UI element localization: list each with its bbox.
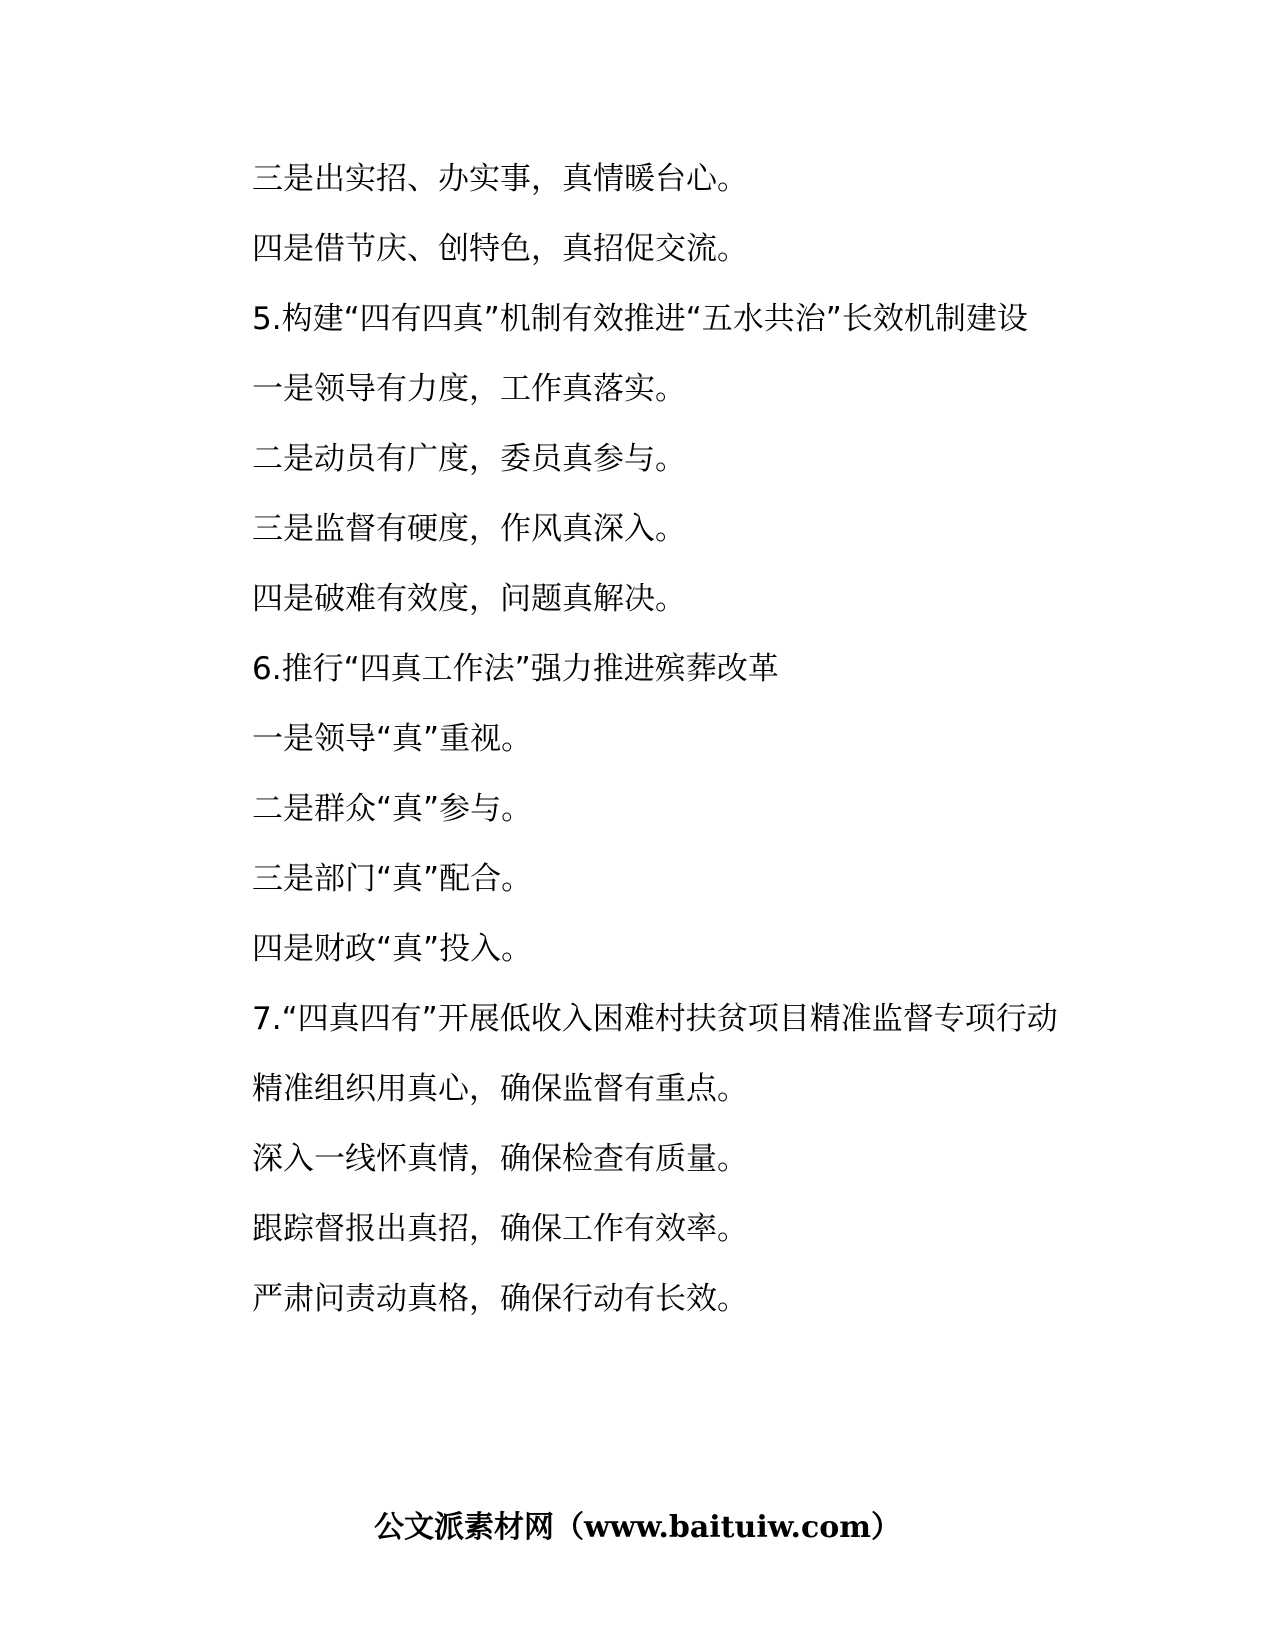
paragraph: 二是动员有广度，委员真参与。 (252, 441, 686, 477)
paragraph: 三是部门“真”配合。 (252, 861, 533, 897)
paragraph: 深入一线怀真情，确保检查有质量。 (252, 1141, 748, 1177)
paragraph: 三是出实招、办实事，真情暖台心。 (252, 161, 748, 197)
paragraph: 精准组织用真心，确保监督有重点。 (252, 1071, 748, 1107)
section-heading: 5.构建“四有四真”机制有效推进“五水共治”长效机制建设 (252, 301, 1028, 337)
paragraph: 二是群众“真”参与。 (252, 791, 533, 827)
document-body (186, 150, 1086, 1340)
section-heading: 7.“四真四有”开展低收入困难村扶贫项目精准监督专项行动 (252, 1001, 1058, 1037)
paragraph: 一是领导“真”重视。 (252, 721, 533, 757)
page-footer: 公文派素材网（www.baituiw.com） (373, 1510, 902, 1545)
paragraph: 四是借节庆、创特色，真招促交流。 (252, 231, 748, 267)
section-heading: 6.推行“四真工作法”强力推进殡葬改革 (252, 651, 779, 687)
paragraph: 严肃问责动真格，确保行动有长效。 (252, 1281, 748, 1317)
paragraph: 四是破难有效度，问题真解决。 (252, 581, 686, 617)
paragraph: 跟踪督报出真招，确保工作有效率。 (252, 1211, 748, 1247)
paragraph: 一是领导有力度，工作真落实。 (252, 371, 686, 407)
paragraph: 三是监督有硬度，作风真深入。 (252, 511, 686, 547)
paragraph: 四是财政“真”投入。 (252, 931, 533, 967)
